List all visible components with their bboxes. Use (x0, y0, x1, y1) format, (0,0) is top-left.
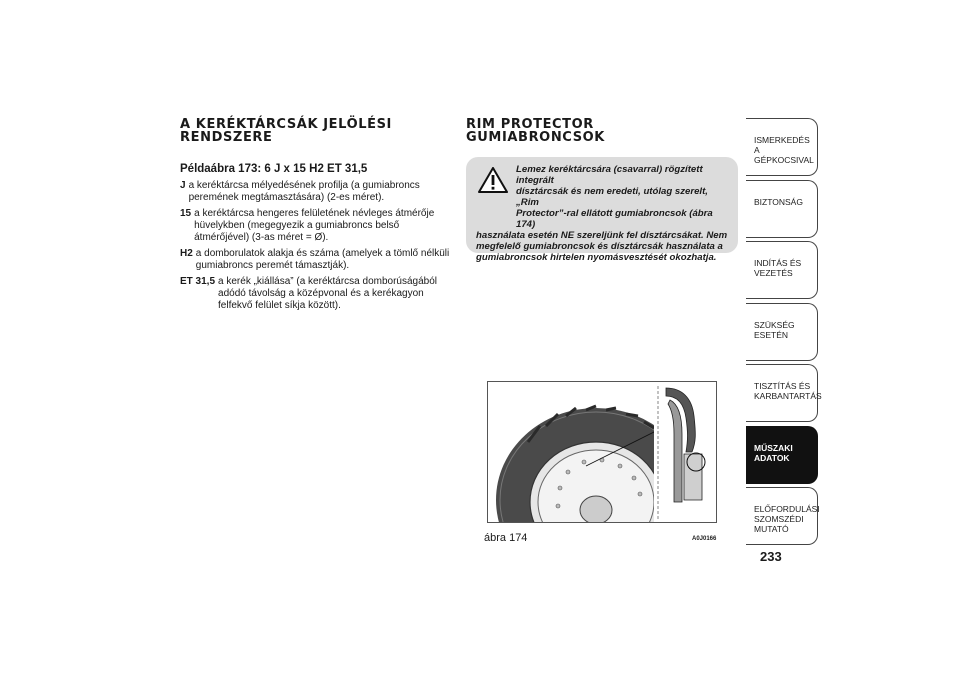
tab-tisztitas[interactable]: TISZTÍTÁS ÉS KARBANTARTÁS (746, 364, 818, 422)
tab-betuerendes[interactable]: ELŐFORDULÁSI SZOMSZÉDI MUTATÓ (746, 487, 818, 545)
definition-term: J (180, 180, 186, 191)
definition-item (180, 248, 452, 272)
tab-szukseg[interactable]: SZÜKSÉG ESETÉN (746, 303, 818, 361)
figure-caption: ábra 174 (484, 532, 528, 544)
definition-item (180, 208, 452, 244)
definition-term: ET 31,5 (180, 276, 216, 287)
warning-triangle-icon (478, 167, 508, 193)
tab-muszaki-adatok[interactable]: MŰSZAKI ADATOK (746, 426, 818, 484)
definition-term: 15 (180, 208, 192, 219)
warning-rest: használata esetén NE szereljünk fel dísztárcsákat. Nem megfelelő gumiabroncsok és dísztárcsák használata a gumiabroncsok hirtelen nyomásvesztését okozhatja. (476, 230, 728, 263)
heading-line-1: A KERÉKTÁRCSÁK JELÖLÉSI (180, 117, 392, 132)
rim-protector-heading: RIM PROTECTOR GUMIABRONCSOK (466, 117, 605, 145)
tab-ismerkedes[interactable]: ISMERKEDÉS A GÉPKOCSIVAL (746, 118, 818, 176)
definition-item (180, 180, 452, 204)
definition-term: H2 (180, 248, 193, 259)
tab-inditas[interactable]: INDÍTÁS ÉS VEZETÉS (746, 241, 818, 299)
heading-line-2: RENDSZERE (180, 130, 273, 145)
page-number: 233 (760, 549, 782, 564)
warning-text (476, 164, 728, 263)
definition-desc: a domborulatok alakja és száma (amelyek a tömlő nélküli gumiabroncs peremét támasztják). (195, 248, 450, 271)
definition-desc: a keréktárcsa hengeres felületének névleges átmérője hüvelykben (megegyezik a gumiabroncs belső átmérőjével) (3-as méret = Ø). (194, 208, 435, 243)
figure-code: A0J0166 (692, 536, 717, 542)
warning-line: Protector”-ral ellátott gumiabroncsok (ábra 174) (516, 208, 713, 230)
tire-figure (487, 381, 717, 523)
definition-desc: a kerék „kiállása” (a keréktárcsa domborúságából adódó távolság a középvonal és a kerékagyon felfekvő felület síkja között). (218, 276, 438, 311)
warning-line: Lemez keréktárcsára (csavarral) rögzített integrált (516, 164, 703, 186)
warning-line: dísztárcsák és nem eredeti, utólag szerelt, „Rim (516, 186, 708, 208)
definition-item (180, 276, 452, 312)
cross-section-drawing (654, 384, 716, 522)
section-heading (180, 118, 452, 144)
definition-list (180, 180, 452, 312)
left-column (180, 118, 452, 316)
tire-illustration (488, 382, 716, 522)
tab-biztonsag[interactable]: BIZTONSÁG (746, 180, 818, 238)
right-column (466, 117, 738, 263)
definition-desc: a keréktárcsa mélyedésének profilja (a gumiabroncs peremének megtámasztására) (2-es méret). (188, 180, 420, 203)
warning-box (466, 157, 738, 263)
chapter-tabs (746, 118, 822, 549)
example-title: Példaábra 173: 6 J x 15 H2 ET 31,5 (180, 163, 368, 175)
